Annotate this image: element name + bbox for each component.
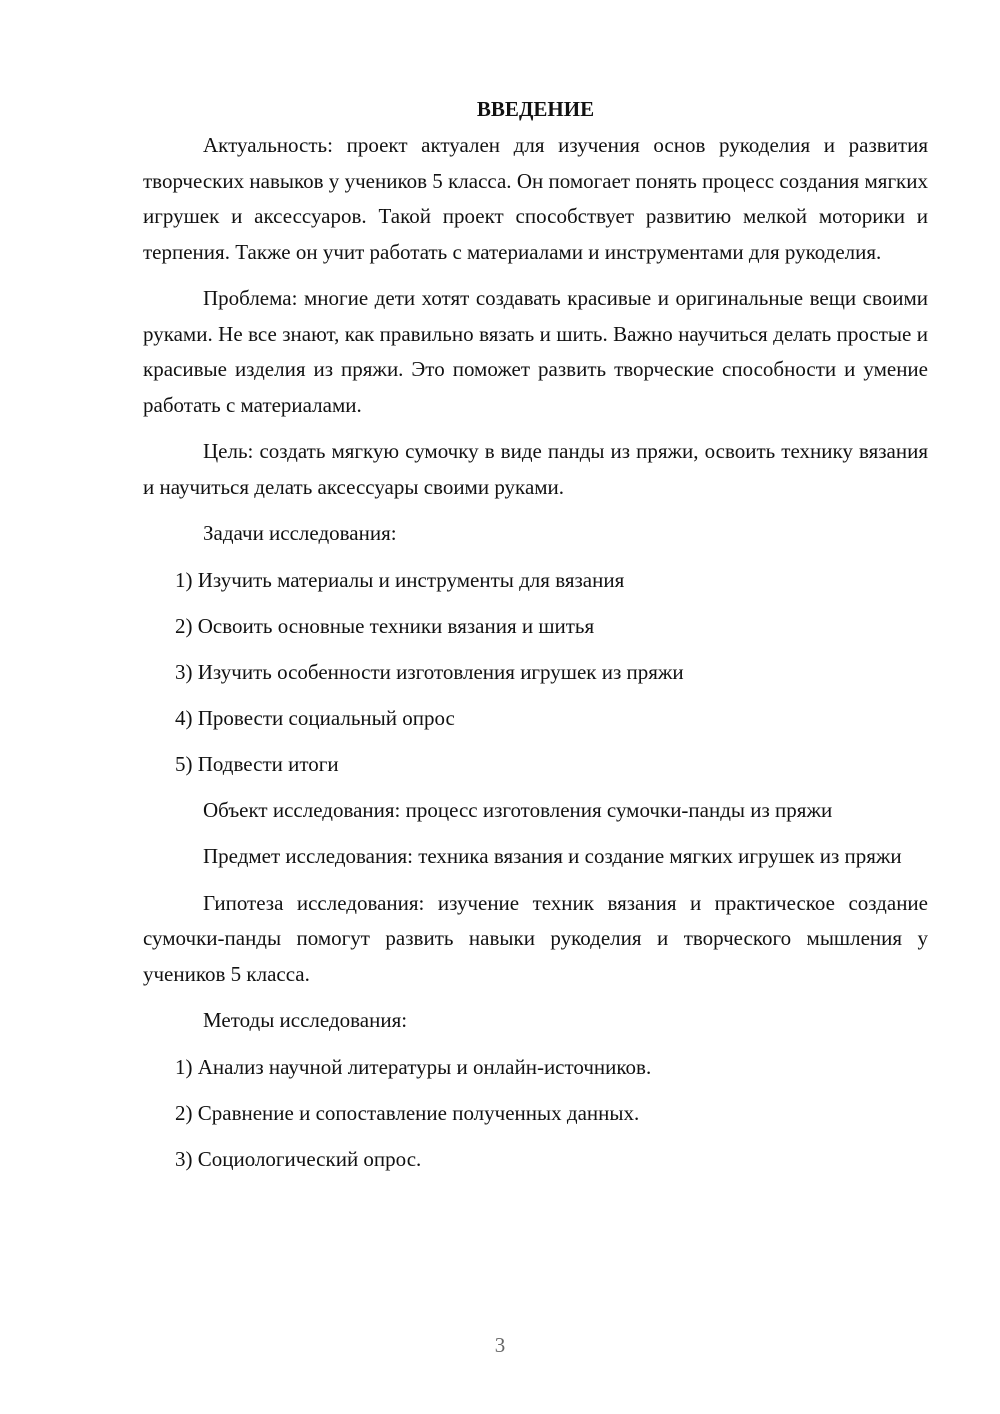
task-item: 2) Освоить основные техники вязания и шитья bbox=[175, 613, 595, 638]
hypothesis-paragraph: Гипотеза исследования: изучение техник вязания и практическое создание сумочки-панды помогут развить навыки рукоделия и творческого мышления у учеников 5 класса. bbox=[143, 890, 928, 986]
section-title: ВВЕДЕНИЕ bbox=[476, 97, 595, 121]
task-item: 3) Изучить особенности изготовления игрушек из пряжи bbox=[175, 659, 684, 684]
method-item: 3) Социологический опрос. bbox=[175, 1146, 422, 1171]
page-number: 3 bbox=[494, 1333, 506, 1357]
methods-heading: Методы исследования: bbox=[203, 1008, 408, 1032]
relevance-paragraph: Актуальность: проект актуален для изучения основ рукоделия и развития творческих навыков у учеников 5 класса. Он помогает понять процесс создания мягких игрушек и аксессуаров. Такой проект способствует развитию мелкой моторики и терпения. Также он учит работать с материалами и инструментами для рукоделия. bbox=[143, 133, 928, 264]
problem-paragraph: Проблема: многие дети хотят создавать красивые и оригинальные вещи своими руками. Не все знают, как правильно вязать и шить. Важно научиться делать простые и красивые изделия из пряжи. Это поможет развить творческие способности и умение работать с материалами. bbox=[143, 286, 928, 417]
method-item: 1) Анализ научной литературы и онлайн-источников. bbox=[175, 1054, 652, 1079]
object-paragraph: Объект исследования: процесс изготовления сумочки-панды из пряжи bbox=[203, 797, 833, 822]
method-item: 2) Сравнение и сопоставление полученных данных. bbox=[175, 1100, 640, 1125]
page-content bbox=[143, 92, 928, 1188]
goal-paragraph: Цель: создать мягкую сумочку в виде панды из пряжи, освоить технику вязания и научиться делать аксессуары своими руками. bbox=[143, 439, 928, 499]
task-item: 4) Провести социальный опрос bbox=[175, 705, 455, 730]
subject-paragraph: Предмет исследования: техника вязания и создание мягких игрушек из пряжи bbox=[203, 844, 902, 868]
tasks-heading: Задачи исследования: bbox=[203, 521, 397, 545]
task-item: 5) Подвести итоги bbox=[175, 751, 339, 776]
task-item: 1) Изучить материалы и инструменты для вязания bbox=[175, 567, 625, 592]
